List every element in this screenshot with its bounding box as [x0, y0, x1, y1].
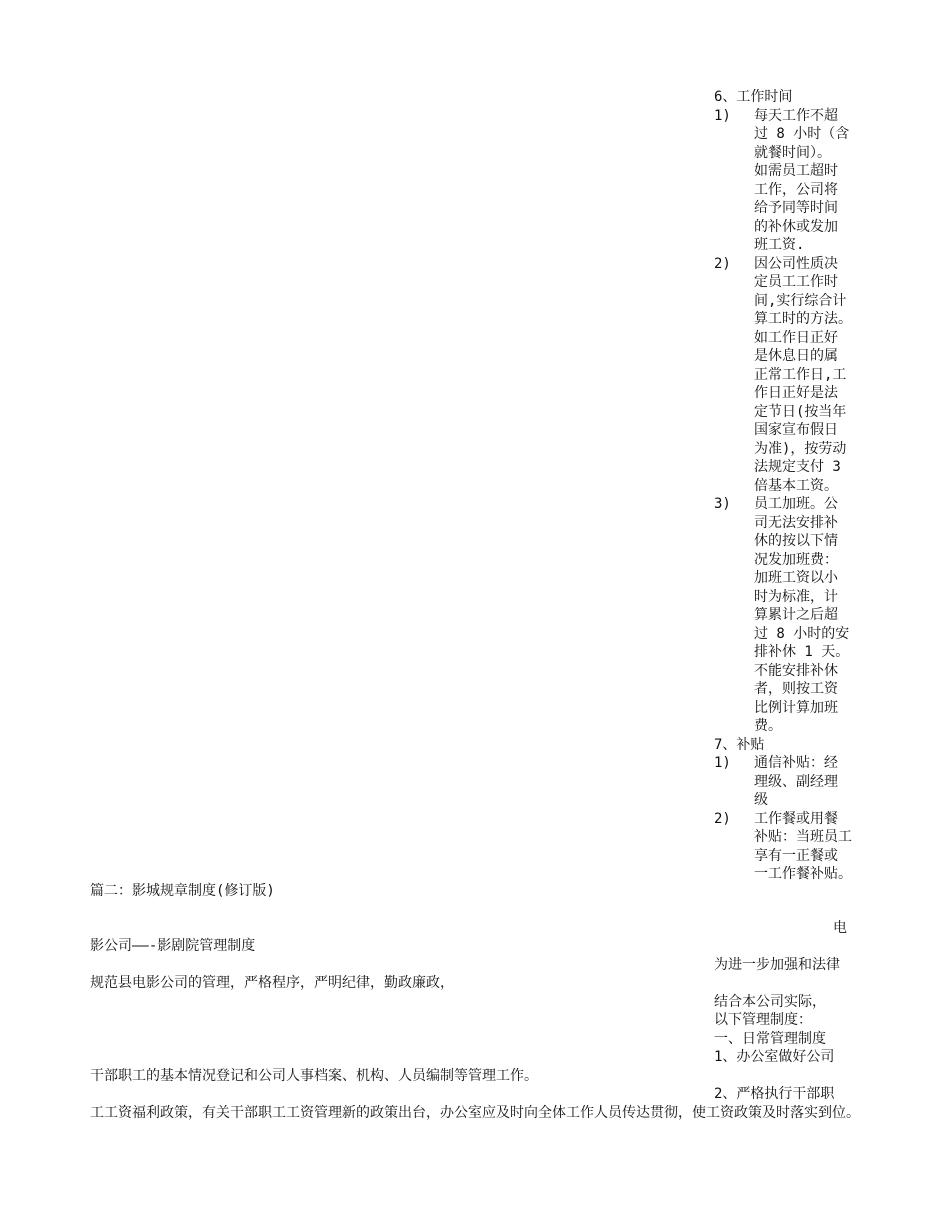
list-item-text — [754, 754, 866, 810]
section-7-list — [714, 754, 874, 884]
purpose-right: 为进一步加强和法律 — [714, 957, 840, 973]
text-line: 费。 — [754, 718, 782, 734]
text-line: 工作，公司将 — [754, 181, 838, 198]
item-2-right: 2、严格执行干部职 — [714, 1086, 835, 1102]
text-line: 间,实行综合计 — [754, 292, 847, 309]
text-line: 级 — [754, 792, 768, 808]
list-item-number: 1) — [714, 107, 731, 124]
text-line: 就餐时间）。 — [754, 144, 831, 161]
text-line: 是休息日的属 — [754, 348, 838, 364]
text-line: 一工作餐补贴。 — [754, 866, 852, 882]
text-line: 国家宣布假日 — [754, 422, 838, 438]
combine-text: 结合本公司实际， — [714, 994, 826, 1010]
text-line: 的补休或发加 — [754, 218, 838, 235]
text-line: 算工时的方法。 — [754, 311, 852, 327]
text-line: 如需员工超时 — [754, 163, 838, 179]
text-line: 每天工作不超 — [754, 107, 838, 124]
item-1-left: 干部职工的基本情况登记和公司人事档案、机构、人员编制等管理工作。 — [90, 1068, 538, 1084]
text-line: 排补休 1 天。 — [754, 644, 850, 660]
section-6-list — [714, 107, 874, 736]
list-item — [714, 810, 874, 884]
list-item-text — [754, 810, 866, 884]
text-line: 补贴：当班员工 — [754, 829, 852, 845]
purpose-left: 规范县电影公司的管理，严格程序，严明纪律，勤政廉政， — [90, 975, 454, 991]
text-line: 不能安排补休 — [754, 662, 838, 679]
text-line: 因公司性质决 — [754, 255, 838, 272]
item-1-right: 1、办公室做好公司 — [714, 1049, 835, 1065]
text-line: 通信补贴：经 — [754, 755, 838, 771]
dian-char: 电 — [833, 920, 847, 936]
text-line: 工作餐或用餐 — [754, 810, 838, 827]
text-line: 倍基本工资。 — [754, 477, 838, 494]
list-item-number: 1) — [714, 755, 731, 771]
text-line: 休的按以下情 — [754, 533, 838, 549]
list-item — [714, 107, 874, 255]
text-line: 理级、副经理 — [754, 773, 838, 790]
text-line: 法规定支付 3 — [754, 459, 841, 475]
text-line: 作日正好是法 — [754, 385, 838, 401]
text-line: 加班工资以小 — [754, 570, 838, 586]
text-line: 为准)，按劳动 — [754, 440, 847, 457]
text-line: 过 8 小时的安 — [754, 625, 850, 642]
text-line: 定员工工作时 — [754, 274, 838, 290]
text-line: 时为标准，计 — [754, 588, 838, 605]
list-item-number: 3) — [714, 496, 731, 512]
item-2-left: 工工资福利政策，有关干部职工工资管理新的政策出台，办公室应及时向全体工作人员传达贯彻，使工资政策及时落实到位。 — [90, 1105, 860, 1121]
list-item-text — [754, 107, 866, 255]
text-line: 司无法安排补 — [754, 514, 838, 531]
list-item — [714, 754, 874, 810]
daily-rules-title: 一、日常管理制度 — [714, 1031, 826, 1047]
following-text: 以下管理制度： — [714, 1012, 812, 1028]
section-7-title: 7、补贴 — [714, 736, 765, 753]
text-line: 正常工作日,工 — [754, 366, 847, 383]
list-item-text — [754, 495, 866, 736]
list-item — [714, 495, 874, 736]
text-line: 过 8 小时（含 — [754, 126, 850, 142]
list-item-text — [754, 255, 866, 496]
text-line: 班工资. — [754, 237, 805, 253]
text-line: 定节日(按当年 — [754, 403, 847, 420]
text-line: 况发加班费： — [754, 551, 838, 568]
list-item-number: 2) — [714, 810, 731, 827]
right-column — [714, 88, 874, 884]
text-line: 给予同等时间 — [754, 200, 838, 216]
text-line: 享有一正餐或 — [754, 847, 838, 864]
text-line: 算累计之后超 — [754, 607, 838, 623]
text-line: 者，则按工资 — [754, 681, 838, 697]
section-6-title: 6、工作时间 — [714, 89, 793, 105]
part-two-title: 篇二：影城规章制度(修订版) — [90, 883, 275, 899]
list-item-number: 2) — [714, 255, 731, 272]
company-line: 影公司——-影剧院管理制度 — [90, 938, 256, 954]
text-line: 员工加班。公 — [754, 496, 838, 512]
list-item — [714, 255, 874, 496]
text-line: 比例计算加班 — [754, 699, 838, 716]
text-line: 如工作日正好 — [754, 329, 838, 346]
